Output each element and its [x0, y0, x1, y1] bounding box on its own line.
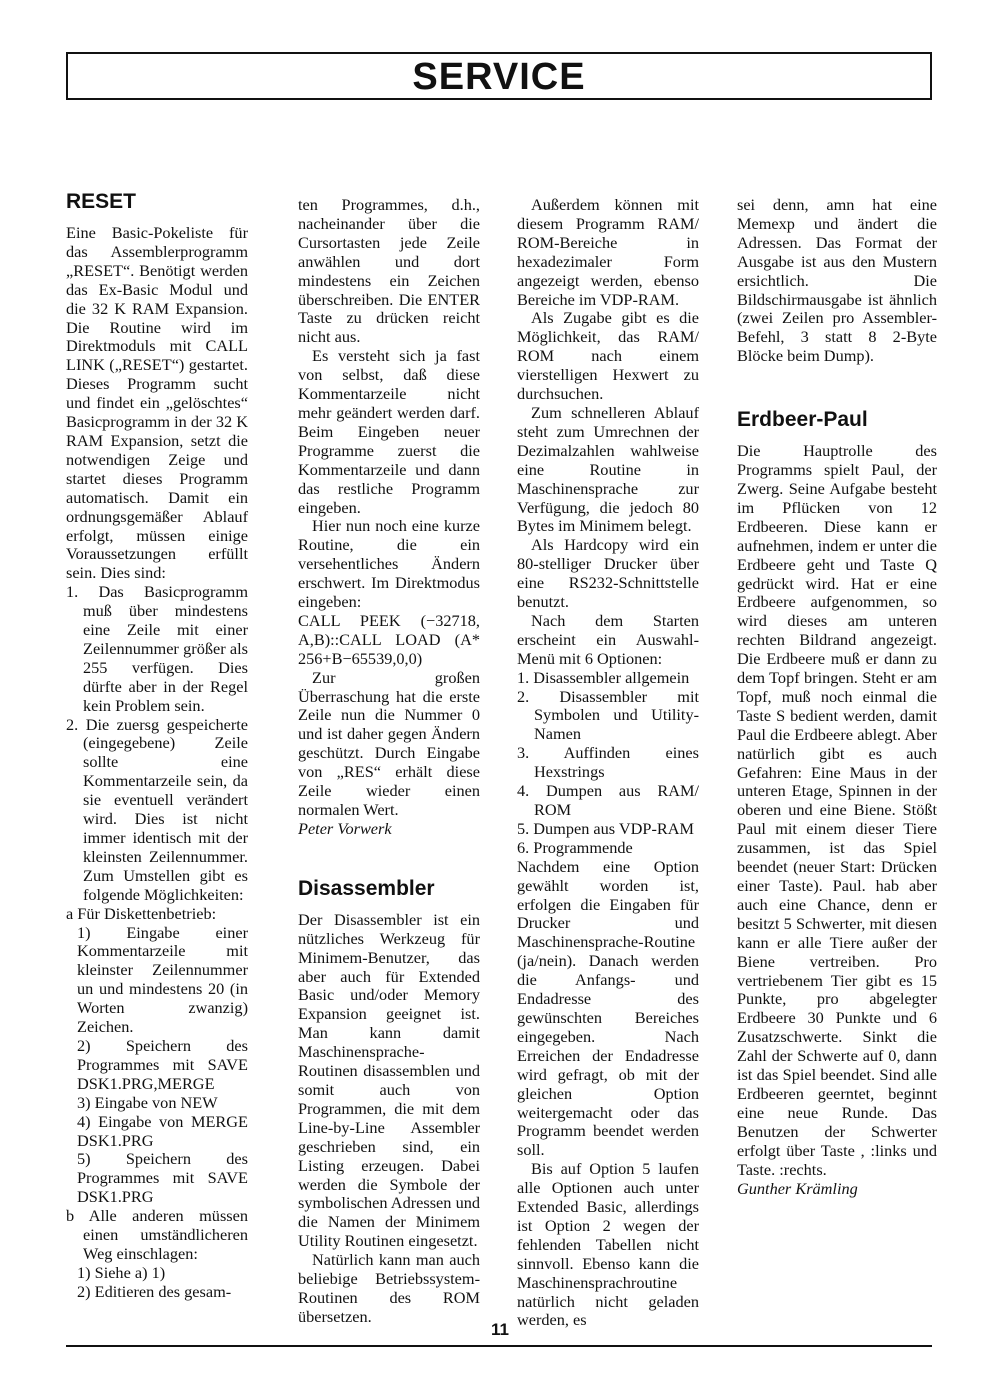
disassembler-para-9: Bis auf Option 5 laufen alle Optionen auch unter Extended Basic, allerdings ist Option 2 wegen der fehlenden Tabellen nicht sinnvoll. Ebenso kann die Maschinensprachroutine natürlich nicht geladen werden, es [517, 1159, 699, 1330]
disassembler-continued: sei denn, amn hat eine Memexp und ändert die Adressen. Das Format der Ausgabe ist aus den Mustern ersichtlich. Die Bildschirmausgabe ist ähnlich (zwei Zeilen pro Assembler-Befehl, 3 statt 8 2-Byte Blöcke beim Dump). [737, 195, 937, 366]
disassembler-para-7: Nach dem Starten erscheint ein Auswahl-Menü mit 6 Optionen: [517, 610, 699, 668]
reset-a3: 3) Eingabe von NEW [77, 1092, 218, 1112]
option-1: 1. Disassembler allgemein [517, 667, 690, 687]
option-6: 6. Programmende [517, 837, 633, 857]
reset-item-1: 1. Das Basicprogramm muß über mindestens eine Zeile mit einer Zeilennummer größer als 255 verfügen. Dies dürfte aber in der Regel kein Problem sein. [66, 582, 248, 715]
disassembler-para-3: Außerdem können mit diesem Programm RAM/ ROM-Bereiche in hexadezimaler Form angezeigt werden, ebenso Bereiche im VDP-RAM. [517, 195, 699, 309]
option-2: 2. Disassembler mit Symbolen und Utility-Namen [517, 686, 699, 744]
reset-item-2: 2. Die zuersg gespeicherte (eingegebene) Zeile sollte eine Kommentarzeile sein, da sie eventuell verändert wird. Dies ist nicht immer identisch mit der kleinsten Zeilennummer. Zum Umstellen gibt es folgende Möglichkeiten: [66, 714, 248, 904]
disassembler-para-1: Der Disassembler ist ein nützliches Werkzeug für Minimem-Benutzer, das aber auch für Extended Basic und/oder Memory Expansion geeignet ist. Man kann damit Maschinensprache-Routinen disassemblen und somit auch von Programmen, die mit dem Line-by-Line Assembler geschrieben sind, ein Listing erzeugen. Dabei werden die Symbole der symbolischen Adressen und die Namen der Minimem Utility Routinen eingesetzt. [298, 909, 480, 1251]
option-3: 3. Auffinden eines Hexstrings [517, 743, 699, 782]
reset-para-1: Es versteht sich ja fast von selbst, daß diese Kommentarzeile nicht mehr geändert werden darf. Beim Eingeben neuer Programme zuerst die Kommentarzeile und dann das restliche Programm eingeben. [298, 346, 480, 517]
reset-a1: 1) Eingabe einer Kommentarzeile mit kleinster Zeilennummer un und mindestens 20 (in Worten zwanzig) Zeichen. [77, 922, 248, 1037]
disassembler-para-6: Als Hardcopy wird ein 80-stelliger Drucker über eine RS232-Schnittstelle benutzt. [517, 535, 699, 612]
reset-continued: ten Programmes, d.h., nacheinander über die Cursortasten jede Zeile anwählen und dort mindestens ein Zeichen überschreiben. Die ENTER Taste zu drücken reicht nicht aus. [298, 195, 480, 347]
reset-para-2: Hier nun noch eine kurze Routine, die ein versehentliches Ändern erschwert. Im Direktmodus eingeben: [298, 516, 480, 612]
reset-a4: 4) Eingabe von MERGE DSK1.PRG [77, 1111, 248, 1150]
option-5: 5. Dumpen aus VDP-RAM [517, 818, 694, 838]
heading-erdbeer-paul: Erdbeer-Paul [737, 408, 868, 432]
bottom-rule [66, 1345, 932, 1347]
disassembler-para-5: Zum schnelleren Ablauf steht zum Umrechnen der Dezimalzahlen wahlweise eine Routine in Maschinensprache zur Verfügung, die jedoch 80 Bytes im Minimem belegt. [517, 402, 699, 536]
reset-para-3: Zur großen Überraschung hat die erste Zeile nun die Nummer 0 und ist daher gegen Ändern geschützt. Durch Eingabe von „RES“ erhält diese Zeile wieder einen normalen Wert. [298, 667, 480, 819]
signature-erdbeer-paul: Gunther Krämling [737, 1178, 858, 1198]
reset-item-b: b Alle anderen müssen einen umständlicheren Weg einschlagen: [66, 1206, 248, 1263]
column-1 [66, 190, 248, 1302]
heading-reset: RESET [66, 190, 137, 213]
erdbeer-paul-para: Die Hauptrolle des Programms spielt Paul, der Zwerg. Seine Aufgabe besteht im Pflücken von 12 Erdbeeren. Diese kann er aufnehmen, indem er unter die Erdbeere geht und Taste Q gedrückt wird. Hat er eine Erdbeere aufgenommen, so wird dieses am unteren rechten Bildrand angezeigt. Die Erdbeere muß er dann zu dem Topf bringen. Steht er am Topf, muß noch einmal die Taste S bedient werden, damit Paul die Erdbeere ablegt. Aber natürlich gibt es auch Gefahren: Eine Maus in der unteren Etage, Spinnen in der oberen und eine Biene. Stößt Paul mit einem dieser Tiere zusammen, ist das Spiel beendet (neuer Start: Drücken einer Taste). Paul. hab aber auch eine Chance, denn er besitzt 5 Schwerter, mit diesen kann er alle Tiere außer der Biene vertreiben. Pro vertriebenem Tier gibt es 15 Punkte, pro abgelegter Erdbeere 30 Punkte und 6 Zusatzschwerte. Sinkt die Zahl der Schwerte auf 0, dann ist das Spiel beendet. Sind alle Erdbeeren geerntet, beginnt eine neue Runde. Das Benutzen der Schwerter erfolgt über Taste , :links und Taste. :rechts. [737, 441, 937, 1179]
heading-disassembler: Disassembler [298, 876, 435, 900]
disassembler-para-2: Natürlich kann man auch beliebige Betriebssystem-Routinen des ROM übersetzen. [298, 1250, 480, 1326]
reset-b2: 2) Editieren des gesam- [77, 1281, 232, 1301]
section-title: SERVICE [412, 56, 586, 98]
reset-intro: Eine Basic-Pokeliste für das Assemblerprogramm „RESET“. Benötigt werden das Ex-Basic Modul und die 32 K RAM Expansion. Die Routine wird im Direktmoduls mit CALL LINK („RESET“) gestartet. Dieses Programm sucht und findet ein „gelöschtes“ Basicprogramm in der 32 K RAM Expansion, setzt die notwendigen Zeige und startet dieses Programm automatisch. Damit ein ordnungsgemäßer Ablauf erfolgt, müssen einige Voraussetzungen erfüllt sein. Dies sind: [66, 223, 248, 583]
section-header [66, 52, 932, 100]
reset-b1: 1) Siehe a) 1) [77, 1262, 166, 1282]
column-2 [298, 196, 480, 1327]
column-3 [517, 196, 699, 1330]
disassembler-para-4: Als Zugabe gibt es die Möglichkeit, das RAM/ ROM nach einem vierstelligen Hexwert zu durchsuchen. [517, 308, 699, 404]
disassembler-para-8: Nachdem eine Option gewählt worden ist, erfolgen die Eingaben für Drucker und Maschinensprache-Routine (ja/nein). Danach werden die Anfangs- und Endadresse des gewünschten Bereiches eingegeben. Nach Erreichen der Endadresse wird gefragt, ob mit der gleichen Option weitergemacht oder das Programm beendet werden soll. [517, 856, 699, 1160]
signature-reset: Peter Vorwerk [298, 818, 392, 838]
reset-item-a: a Für Diskettenbetrieb: [66, 903, 217, 923]
option-4: 4. Dumpen aus RAM/ ROM [517, 781, 699, 819]
reset-a5: 5) Speichern des Programmes mit SAVE DSK1.PRG [77, 1149, 248, 1207]
reset-code: CALL PEEK (−32718, A,B)::CALL LOAD (A* 256+B−65539,0,0) [298, 610, 480, 668]
page-number: 11 [491, 1320, 509, 1339]
reset-a2: 2) Speichern des Programmes mit SAVE DSK1.PRG,MERGE [77, 1035, 248, 1093]
column-4 [737, 196, 937, 1198]
